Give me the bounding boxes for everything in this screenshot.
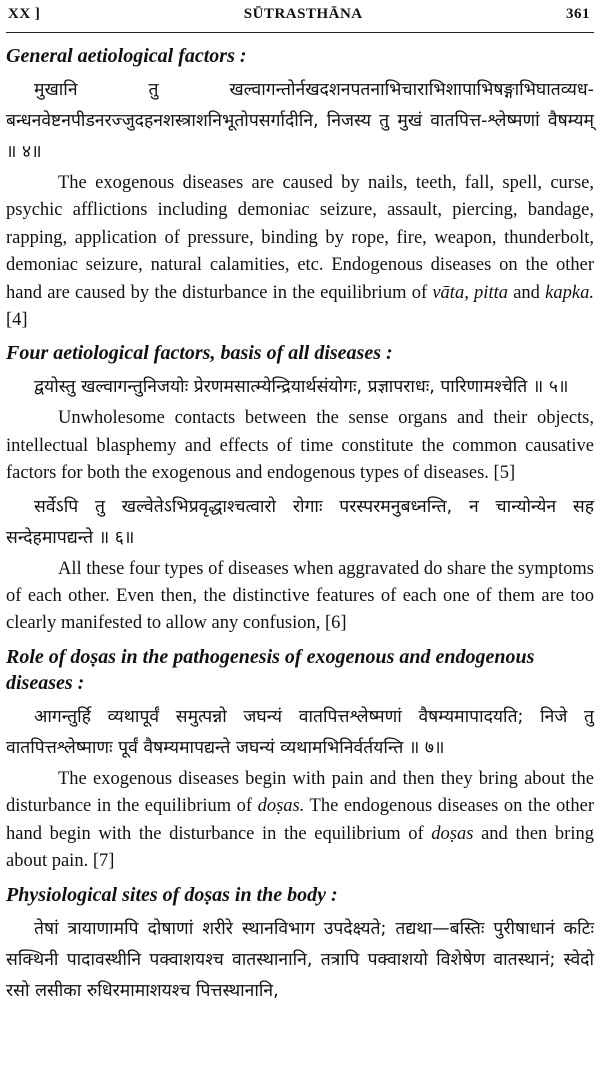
sanskrit-verse: मुखानि तु खल्वागन्तोर्नखदशनपतनाभिचाराभिशापाभिषङ्गाभिघातव्यध-बन्धनवेष्टनपीडनरज्जुदहनशस्त्राशनिभूतोपसर्गादीनि, निजस्य तु मुखं वातपित्त-श्लेष्मणां वैषम्यम् ॥ ४॥	[6, 80, 594, 162]
chapter-marker: XX ]	[8, 6, 41, 22]
page-number: 361	[566, 6, 590, 22]
section-heading: Four aetiological factors, basis of all diseases :	[6, 342, 393, 365]
translation-paragraph: Unwholesome contacts between the sense organs and their objects, intellectual blasphemy and effects of time constitute the common causative factors for both the exogenous and endogenous types of diseases. [5]	[6, 408, 594, 484]
text-run: [4]	[6, 310, 28, 331]
translation-paragraph: All these four types of diseases when aggravated do share the symptoms of each other. Even then, the distinctive features of each one of them are too clearly manifested to allow any confusion, [6]	[6, 558, 594, 634]
running-head	[6, 4, 594, 28]
text-run: The exogenous diseases begin with pain and then they bring about the disturbance in the equilibrium of	[6, 768, 594, 817]
section-heading: Role of doṣas in the pathogenesis of exogenous and endogenous diseases :	[6, 645, 535, 694]
italic-term: vāta, pitta	[432, 282, 508, 303]
sanskrit-verse: तेषां त्रायाणामपि दोषाणां शरीरे स्थानविभाग उपदेक्ष्यते; तद्यथा—बस्तिः पुरीषाधानं कटिः सक्थिनी पादावस्थीनि पक्वाशयश्च वातस्थानानि, तत्रापि पक्वाशयो विशेषेण वातस्थानं; स्वेदो रसो लसीका रुधिरमामाशयश्च पित्तस्थानानि,	[6, 918, 594, 1001]
section-heading: General aetiological factors :	[6, 45, 247, 67]
section-title: SŪTRASTHĀNA	[243, 6, 363, 22]
italic-term: kapka.	[545, 282, 594, 303]
italic-term: doṣas.	[257, 796, 305, 817]
text-run: and	[507, 282, 546, 303]
italic-term: doṣas	[431, 823, 474, 844]
text-run: The endogenous diseases on the other hand begin with the disturbance in the equilibrium of	[6, 796, 594, 844]
text-run: and then bring about pain. [7]	[6, 823, 594, 872]
sanskrit-verse: सर्वेऽपि तु खल्वेतेऽभिप्रवृद्धाश्चत्वारो रोगाः परस्परमनुबध्नन्ति, न चान्योन्येन सह सन्देहमापद्यन्ते ॥ ६॥	[6, 496, 594, 548]
section-heading: Physiological sites of doṣas in the body :	[6, 883, 338, 906]
translation-paragraph	[6, 170, 594, 334]
sanskrit-verse: आगन्तुर्हि व्यथापूर्वं समुत्पन्नो जघन्यं वातपित्तश्लेष्मणां वैषम्यमापादयति; निजे तु वातपित्तश्लेष्माणः पूर्वं वैषम्यमापद्यन्ते जघन्यं व्यथामभिनिर्वर्तयन्ति ॥ ७॥	[6, 706, 594, 758]
header-rule	[6, 32, 594, 33]
text-run: The exogenous diseases are caused by nails, teeth, fall, spell, curse, psychic afflictions including demoniac seizure, assault, piercing, bandage, rapping, application of pressure, binding by rope, fire, weapon, thunderbolt, demoniac seizure, natural calamities, etc. Endogenous diseases on the other hand are caused by the disturbance in the equilibrium of	[6, 173, 594, 303]
translation-paragraph	[6, 766, 594, 876]
sanskrit-verse: द्वयोस्तु खल्वागन्तुनिजयोः प्रेरणमसात्म्येन्द्रियार्थसंयोगः, प्रज्ञापराधः, पारिणामश्चेति ॥ ५॥	[34, 377, 569, 398]
